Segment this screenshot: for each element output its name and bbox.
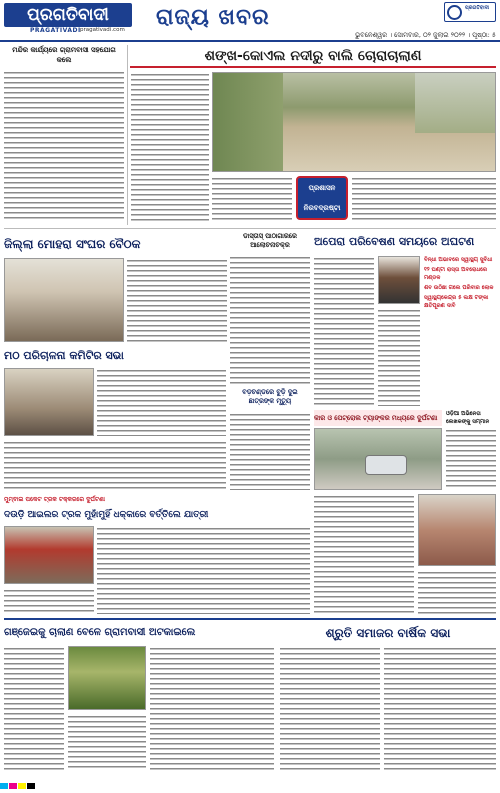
twins-headline: ବଡ଼ଚଣ୍ଡରେ ବୁଡ଼ି ଦୁଇ ଛାତ୍ରଙ୍କ ମୃତ୍ୟୁ bbox=[242, 388, 298, 405]
meeting-photo bbox=[4, 258, 124, 342]
math-headline: ମଠ ପରିଚାଳନା କମିଟିର ସଭା bbox=[4, 349, 124, 362]
anniversary-badge bbox=[444, 2, 496, 22]
swatch-cyan bbox=[0, 783, 8, 789]
bottom-left-headline: ଗଞ୍ଜେଇକୁ ଚାଲାଣ ବେଳେ ଗ୍ରାମବାସୀ ଅଟକାଇଲେ bbox=[4, 627, 196, 638]
right-body bbox=[446, 428, 496, 490]
accident-car bbox=[365, 455, 407, 475]
masthead-website: pragativadi.com bbox=[80, 27, 125, 33]
section-title: ରାଜ୍ୟ ଖବର bbox=[156, 5, 270, 30]
masthead-logo-sub: PRAGATIVADI bbox=[30, 27, 81, 34]
print-color-bar bbox=[0, 774, 500, 788]
accident-photo bbox=[314, 428, 442, 490]
truck-body bbox=[97, 526, 310, 614]
lead-photo-sky bbox=[415, 73, 495, 133]
masthead-rule bbox=[0, 40, 500, 42]
badge-text: ପ୍ରଗତିବାଦୀ bbox=[465, 5, 490, 11]
truck-headline: ଦଉଡ଼ି ଆଇଲର ଟ୍ରକ ମୁହାଁମୁହିଁ ଧକ୍କାରେ ବର୍ତ୍ତିଲେ ଯାତ୍ରୀ bbox=[4, 510, 209, 520]
obituary-body-2 bbox=[378, 308, 420, 406]
lead-body-col1 bbox=[131, 72, 209, 222]
lead-body-col3 bbox=[352, 176, 496, 222]
truck-body-2 bbox=[4, 588, 94, 614]
swatch-black bbox=[27, 783, 35, 789]
twins-body bbox=[230, 412, 310, 490]
swatch-magenta bbox=[9, 783, 17, 789]
left-top-body bbox=[4, 70, 124, 222]
lead-headline: ଶଙ୍ଖ-କୋଏଲ ନଦୀରୁ ବାଲି ଚୋରାଚାଲାଣ bbox=[130, 44, 496, 68]
ganja-photo bbox=[68, 646, 146, 710]
bottom-left-body-3 bbox=[150, 646, 274, 770]
math-body bbox=[97, 368, 226, 436]
math-photo bbox=[4, 368, 94, 436]
bottom-left-body bbox=[4, 646, 64, 770]
lead-body-col2 bbox=[212, 176, 292, 222]
left-top-headline: ମନ୍ଦିର କାର୍ଯ୍ୟରେ ଗ୍ରାମବାସୀ ସହଯୋଗ କଲେ bbox=[12, 46, 116, 64]
swatch-yellow bbox=[18, 783, 26, 789]
bottom-right-body bbox=[280, 646, 380, 770]
side-bullet-4: ସ୍ୱାସ୍ଥ୍ୟକେନ୍ଦ୍ର ୫ ଲକ୍ଷ ଟଙ୍କା କ୍ଷତିପୂରଣ ଦାବି bbox=[424, 295, 489, 309]
meeting-headline: ଜିଲ୍ଲା ମୋହରା ସଂଘର ବୈଠକ bbox=[4, 237, 141, 251]
lead-tag-box: ପ୍ରଶାସନ ନିରବଦ୍ରଷ୍ଟା bbox=[296, 176, 348, 220]
side-bullet-1: ବିନ୍ଧା ଅଭାବରେ ସ୍ୱାସ୍ଥ୍ୟ ସୁବିଧା bbox=[424, 257, 493, 263]
side-bullet-3: ଶବ ଉଠିଛା ଗଲେ ପରିବାର ଲୋକ bbox=[424, 285, 494, 291]
mid-small-headline: ଡାସ୍ତାସ୍ ପାଠାଗାରରେ ଆଲୋଚନାଚକ୍ର bbox=[243, 232, 297, 249]
badge-emblem-icon bbox=[447, 5, 462, 20]
obituary-portrait bbox=[378, 256, 420, 304]
side-bullet-2: ୧୨ ଘଣ୍ଟା ରାସ୍ତା ଅବରୋଧରେ ମଣ୍ଡଳ bbox=[424, 267, 488, 281]
right-headline: ଓଡ଼ିଆ ଅଭିନେତା ଲେଖକଙ୍କୁ ସମ୍ମାନ bbox=[446, 411, 490, 425]
truck-bullet: ମୁମ୍ବାଇ ପକେଟ ଟ୍ରକ ଟକ୍କରରେ ଦୁର୍ଘଟଣା bbox=[4, 496, 105, 503]
injured-body bbox=[418, 570, 496, 614]
dateline: ଭୁବନେଶ୍ୱର । ସୋମବାର, ୦୨ ଜୁଲାଇ ୨୦୨୨ । ପୃଷ୍ଠା: ୫ bbox=[355, 31, 496, 39]
meeting-body bbox=[127, 258, 227, 342]
divider bbox=[4, 228, 496, 229]
math-body-2 bbox=[4, 440, 226, 490]
bottom-left-body-2 bbox=[68, 714, 146, 770]
lead-photo-trees bbox=[213, 73, 283, 171]
column-divider bbox=[127, 45, 128, 225]
mid-small-body bbox=[230, 255, 310, 385]
truck-photo bbox=[4, 526, 94, 584]
injured-photo bbox=[418, 494, 496, 566]
masthead-logo: ପ୍ରଗତିବାଦୀ bbox=[4, 3, 132, 27]
divider-bottom bbox=[4, 618, 496, 620]
side-bullet-list bbox=[424, 256, 496, 384]
accident-headline: କାର ଓ ପେଟ୍ରୋଲ ଟ୍ୟାଙ୍କର ମଧ୍ୟରେ ଦୁର୍ଘଟଣା bbox=[314, 410, 442, 426]
accident-body bbox=[314, 494, 414, 614]
bottom-right-body-2 bbox=[384, 646, 496, 770]
obituary-body bbox=[314, 256, 374, 406]
lead-photo bbox=[212, 72, 496, 172]
obituary-headline: ଅପେରା ପରିବେଷଣ ସମୟରେ ଅଘଟଣ bbox=[314, 235, 475, 248]
bottom-right-headline: ଶ୍ରୁତି ସମାଜର ବାର୍ଷିକ ସଭା bbox=[325, 626, 451, 640]
